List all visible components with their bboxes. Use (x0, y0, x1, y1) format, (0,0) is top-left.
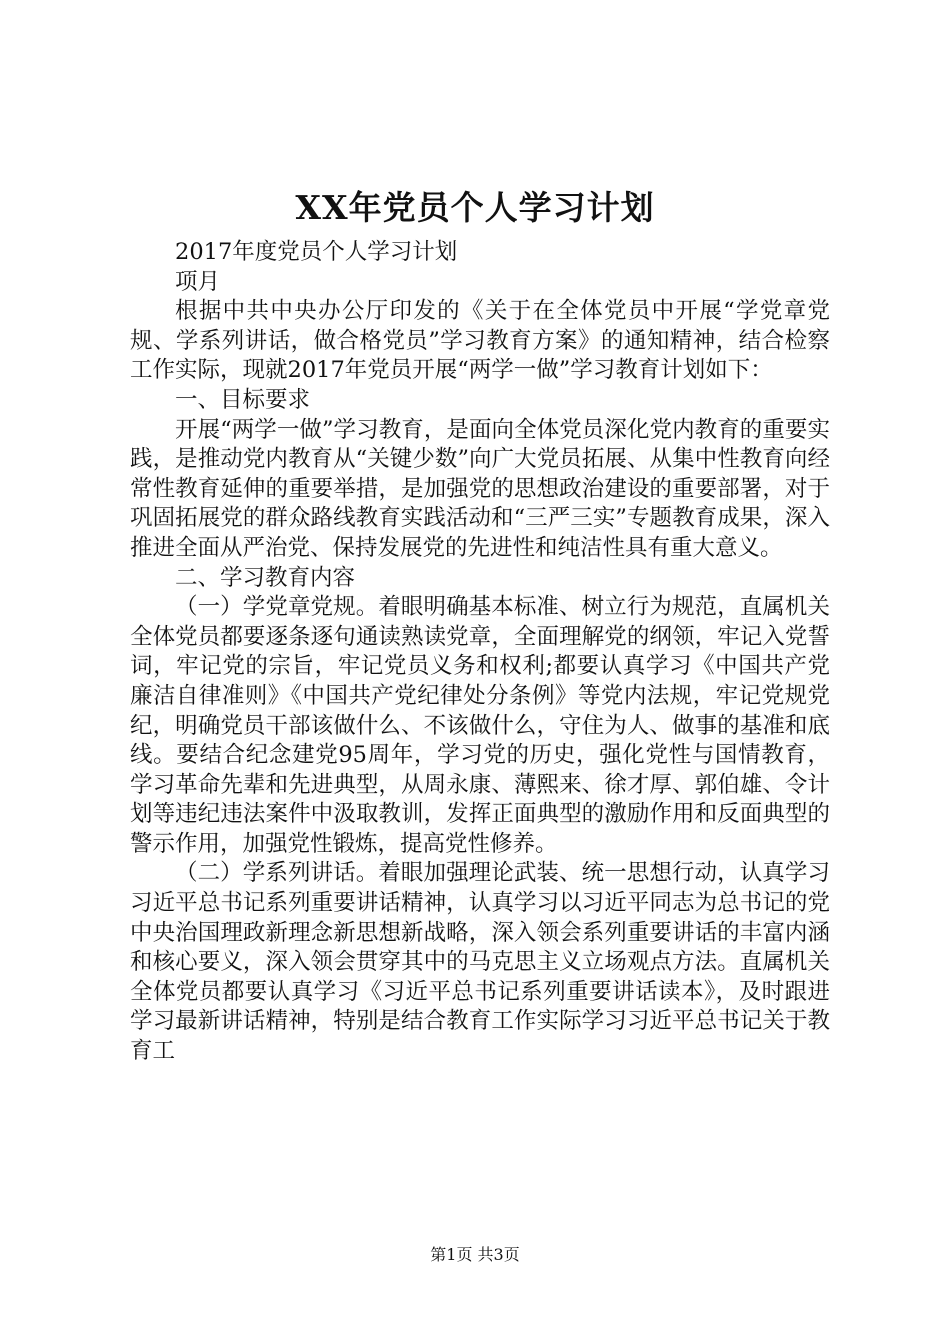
paragraph: 2017年度党员个人学习计划 (175, 239, 458, 265)
document-title: XX年党员个人学习计划 (295, 188, 655, 227)
paragraph: （一）学党章党规。着眼明确基本标准、树立行为规范，直属机关全体党员都要逐条逐句通读熟读党章，全面理解党的纲领，牢记入党誓词，牢记党的宗旨，牢记党员义务和权利;都要认真学习《中国共产党廉洁自律准则》《中国共产党纪律处分条例》等党内法规，牢记党规党纪，明确党员干部该做什么、不该做什么，守住为人、做事的基准和底线。要结合纪念建党95周年，学习党的历史，强化党性与国情教育，学习革命先辈和先进典型，从周永康、薄熙来、徐才厚、郭伯雄、令计划等违纪违法案件中汲取教训，发挥正面典型的激励作用和反面典型的警示作用，加强党性锻炼，提高党性修养。 (130, 594, 830, 857)
document-body (130, 238, 830, 1067)
page-number: 第1页 共3页 (430, 1245, 520, 1264)
paragraph: （二）学系列讲话。着眼加强理论武装、统一思想行动，认真学习习近平总书记系列重要讲话精神，认真学习以习近平同志为总书记的党中央治国理政新理念新思想新战略，深入领会系列重要讲话的丰富内涵和核心要义，深入领会贯穿其中的马克思主义立场观点方法。直属机关全体党员都要认真学习《习近平总书记系列重要讲话读本》，及时跟进学习最新讲话精神，特别是结合教育工作实际学习习近平总书记关于教育工 (130, 860, 830, 1065)
paragraph: 项月 (175, 268, 221, 295)
section-heading: 一、目标要求 (175, 386, 311, 413)
section-heading: 二、学习教育内容 (175, 564, 356, 591)
paragraph: 开展“两学一做”学习教育，是面向全体党员深化党内教育的重要实践，是推动党内教育从“关键少数”向广大党员拓展、从集中性教育向经常性教育延伸的重要举措，是加强党的思想政治建设的重要部署，对于巩固拓展党的群众路线教育实践活动和“三严三实”专题教育成果，深入推进全面从严治党、保持发展党的先进性和纯洁性具有重大意义。 (130, 416, 830, 561)
paragraph: 根据中共中央办公厅印发的《关于在全体党员中开展“学党章党规、学系列讲话，做合格党员”学习教育方案》的通知精神，结合检察工作实际，现就2017年党员开展“两学一做”学习教育计划如下： (130, 298, 830, 384)
